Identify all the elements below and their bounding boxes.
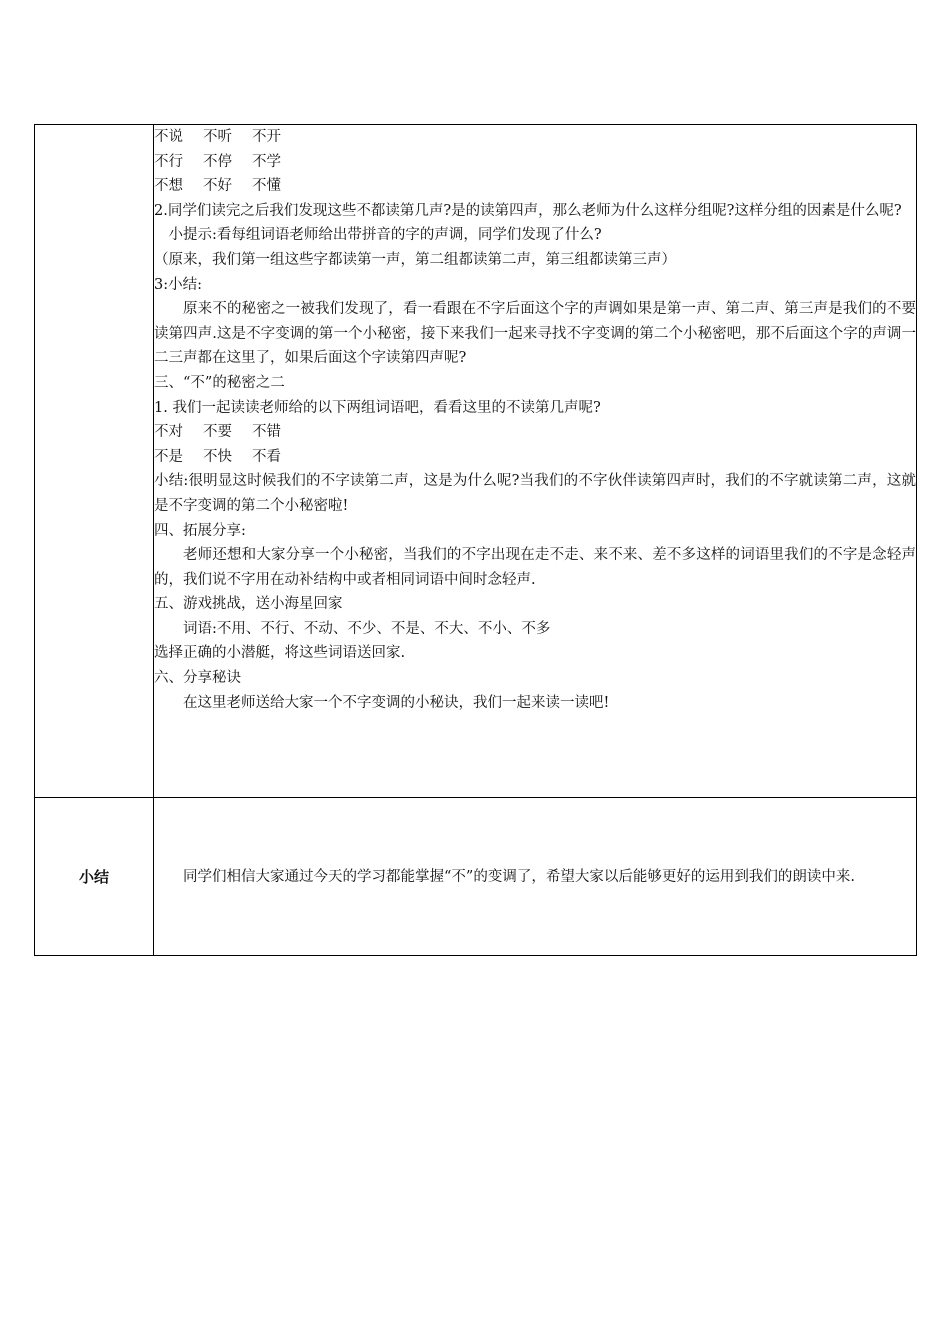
summary-label: 小结 [35,798,154,956]
word-group-5 [154,445,916,470]
section-3-question: 1. 我们一起读读老师给的以下两组词语吧，看看这里的不读第几声呢? [154,399,601,416]
section-5-task: 选择正确的小潜艇，将这些词语送回家. [154,645,406,662]
word-group-3 [154,174,916,199]
lesson-process-content-cell [154,125,917,798]
section-3-title: 三、“不”的秘密之二 [154,374,285,391]
word-group-1 [154,125,916,150]
summary-3-title: 3:小结: [154,276,202,293]
word-group-2 [154,150,916,175]
summary-row [35,798,917,956]
word: 不听 [203,129,232,145]
summary-content-cell [154,798,917,956]
word: 不好 [203,178,232,195]
section-5-words: 词语:不用、不行、不动、不少、不是、不大、不小、不多 [183,620,551,637]
question-2: 2.同学们读完之后我们发现这些不都读第几声?是的读第四声，那么老师为什么这样分组呢?这样分组的因素是什么呢? [154,202,902,219]
section-4-text: 老师还想和大家分享一个小秘密，当我们的不字出现在走不走、来不来、差不多这样的词语里我们的不字是念轻声的，我们说不字用在动补结构中或者相同词语中间时念轻声. [154,547,916,588]
section-3-summary: 小结:很明显这时候我们的不字读第二声，这是为什么呢?当我们的不字伙伴读第四声时，我们的不字就读第二声，这就是不字变调的第二个小秘密啦! [154,473,916,514]
word: 不是 [154,448,183,465]
lesson-process-row [35,125,917,798]
word: 不要 [203,424,232,441]
word: 不行 [154,153,183,170]
word: 不看 [252,448,281,465]
word: 不错 [252,424,281,441]
word: 不开 [252,129,281,145]
lesson-plan-table [34,124,917,956]
word: 不停 [203,153,232,170]
answer-text: （原来，我们第一组这些字都读第一声，第二组都读第二声，第三组都读第三声） [154,251,676,268]
word: 不对 [154,424,183,441]
word: 不懂 [252,178,281,195]
word: 不说 [154,129,183,145]
section-4-title: 四、拓展分享: [154,522,246,539]
word: 不学 [252,153,281,170]
section-5-title: 五、游戏挑战，送小海星回家 [154,596,343,613]
word-group-4 [154,420,916,445]
summary-3-text: 原来不的秘密之一被我们发现了，看一看跟在不字后面这个字的声调如果是第一声、第二声、第三声是我们的不要读第四声.这是不字变调的第一个小秘密，接下来我们一起来寻找不字变调的第二个小秘密吧，那不后面这个字的声调一二三声都在这里了，如果后面这个字读第四声呢? [154,301,916,367]
lesson-process-label-cell [35,125,154,798]
word: 不快 [203,448,232,465]
word: 不想 [154,178,183,195]
section-6-title: 六、分享秘诀 [154,670,241,687]
summary-text: 同学们相信大家通过今天的学习都能掌握“不”的变调了，希望大家以后能够更好的运用到我们的朗读中来. [183,868,855,885]
hint-text: 小提示:看每组词语老师给出带拼音的字的声调，同学们发现了什么? [168,227,602,244]
section-6-text: 在这里老师送给大家一个不字变调的小秘诀，我们一起来读一读吧! [183,694,610,711]
